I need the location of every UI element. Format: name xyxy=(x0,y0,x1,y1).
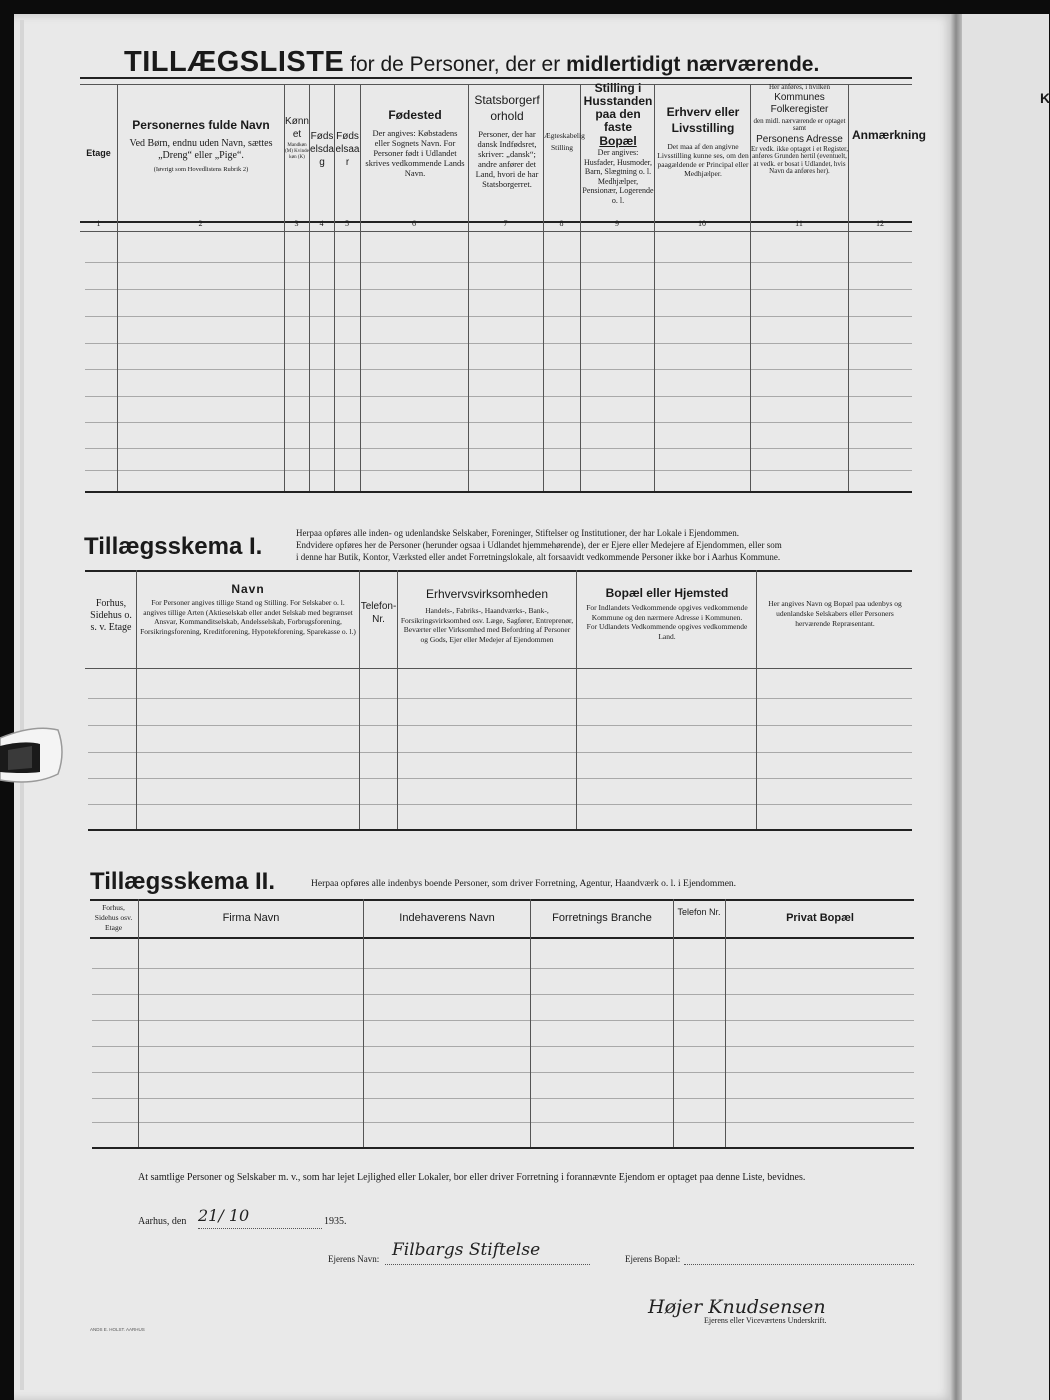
binder-clip xyxy=(0,722,64,792)
owner-name-line xyxy=(385,1264,590,1265)
t1-header-folke-note2: den midl. nærværende er optaget samt xyxy=(753,116,846,132)
schema2-intro: Herpaa opføres alle indenbys boende Personer, som driver Forretning, Agentur, Haandværk o. l. i Ejendommen. xyxy=(311,879,737,889)
t1-header-fodselsaar: Fødselsaar xyxy=(335,131,360,168)
t1-header-navn xyxy=(119,118,283,174)
t1-colnum: 5 xyxy=(345,219,349,228)
title-tail: midlertidigt nærværende. xyxy=(566,53,820,76)
title-mid: for de Personer, der er xyxy=(344,53,567,76)
s1-header-telefon: Telefon-Nr. xyxy=(360,601,397,625)
t1-header-navn-note2: (Iøvrigt som Hovedlistens Rubrik 2) xyxy=(153,166,249,173)
t1-header-folke-title2: Personens Adresse xyxy=(756,133,843,145)
date-line xyxy=(198,1228,322,1229)
s2-header-indehaver: Indehaverens Navn xyxy=(399,912,495,924)
declaration-text: At samtlige Personer og Selskaber m. v., som har lejet Lejlighed eller Lokaler, bor eller driver Forretning i forannævnte Ejendom er optaget paa denne Liste, bevidnes. xyxy=(138,1172,806,1183)
t1-header-etage: Etage xyxy=(86,148,111,158)
s2-header-bopael: Privat Bopæl xyxy=(786,912,854,924)
t1-colnum: 8 xyxy=(559,219,564,228)
t1-header-fodested-title: Fødested xyxy=(388,108,442,122)
t1-header-erhverv-note: Det maa af den angivne Livsstilling kunne ses, om den paagældende er Principal eller Medhjælper. xyxy=(657,142,749,178)
t1-header-stats-note: Personer, der har dansk Indfødsret, skriver: „dansk“; andre anfører det Land, hvori de har Statsborgerret. xyxy=(475,129,539,189)
t1-header-stats xyxy=(472,92,542,189)
t1-header-folke-note3: Er vedk. ikke optaget i et Register, anføres Grunden hertil (eventuelt, at vedk. er bosat i Udlandet, hvis Navn da anføres her). xyxy=(751,144,848,175)
page-edge xyxy=(20,20,24,1390)
s2-header-telefon: Telefon Nr. xyxy=(677,907,721,917)
year-label: 1935. xyxy=(324,1216,347,1227)
t1-header-kon-note: Mandkøn (M) Kvindekøn (K) xyxy=(285,143,309,160)
t1-header-folke-note1: Her anføres, i hvilken xyxy=(768,83,831,91)
s2-header-forhus: Forhus, Sidehus osv. Etage xyxy=(94,903,133,932)
schema2-title: Tillægsskema II. xyxy=(90,868,275,895)
book-gutter xyxy=(950,14,962,1400)
s1-header-erhverv-title: Erhvervsvirksomheden xyxy=(425,587,549,601)
s1-header-forhus: Forhus, Sidehus o. s. v. Etage xyxy=(90,598,132,633)
t1-header-aegteskabelig: Ægteskabelig Stilling xyxy=(544,131,585,152)
t1-header-stilling-title: Stilling i Husstanden paa den faste xyxy=(583,81,653,134)
owner-name-handwritten: Filbargs Stiftelse xyxy=(392,1240,541,1260)
t1-header-erhverv-title: Erhverv eller Livsstilling xyxy=(666,105,740,135)
t1-header-stilling-sub: Bopæl xyxy=(599,134,637,148)
t1-header-navn-title: Personernes fulde Navn xyxy=(132,118,270,132)
t1-header-erhverv xyxy=(656,104,750,178)
signature-label: Ejerens eller Viceværtens Underskrift. xyxy=(704,1316,827,1325)
next-page-letter: K xyxy=(1040,90,1050,106)
t1-colnum: 11 xyxy=(795,219,803,228)
s1-header-bopael-note2: For Udlandets Vedkommende opgives vedkommende Land. xyxy=(586,622,748,641)
t1-header-stilling-note: Der angives: Husfader, Husmoder, Barn, Slægtning o. l. Medhjælper, Pensionær, Logerende o. l. xyxy=(582,148,654,205)
t1-header-stilling xyxy=(582,82,654,205)
owner-address-line xyxy=(684,1264,914,1265)
title-bold: TILLÆGSLISTE xyxy=(124,46,345,78)
main-title xyxy=(124,46,914,79)
t1-header-fodested xyxy=(364,108,466,178)
s2-header-firma: Firma Navn xyxy=(222,912,280,924)
t1-header-stats-title: Statsborgerforhold xyxy=(474,93,540,123)
owner-address-label: Ejerens Bopæl: xyxy=(625,1254,681,1264)
owner-name-label: Ejerens Navn: xyxy=(328,1254,380,1264)
t1-colnum: 1 xyxy=(96,219,101,228)
s1-header-bopael-title: Bopæl eller Hjemsted xyxy=(605,586,729,600)
t1-colnum: 12 xyxy=(876,219,884,228)
t1-header-folke-title: Kommunes Folkeregister xyxy=(770,91,829,115)
printer-mark: ANDS E. HOLST. AARHUS xyxy=(90,1327,145,1332)
next-page xyxy=(962,14,1049,1400)
t1-header-kon xyxy=(285,115,309,161)
schema1-intro-line3: i denne har Butik, Kontor, Værksted eller andet Forretningslokale, alt forsaavidt vedkommende Personer ikke bor i Aarhus Kommune. xyxy=(296,552,781,562)
schema1-intro-line1: Herpaa opføres alle inden- og udenlandske Selskaber, Foreninger, Stiftelser og Institutioner, der har Lokale i Ejendommen. xyxy=(296,528,740,538)
t1-colnum: 6 xyxy=(412,219,416,228)
t1-colnum: 9 xyxy=(615,219,619,228)
place-label: Aarhus, den xyxy=(138,1216,187,1227)
t1-colnum: 3 xyxy=(294,219,299,228)
schema1-title: Tillægsskema I. xyxy=(84,533,263,560)
s1-header-navn-note: For Personer angives tillige Stand og Stilling. For Selskaber o. l. angives tillige Arten (Aktieselskab eller andet Selskab med begrænset Ansvar, Kommanditselskab, Andelsselskab, Forbrugsforening, Forsikringsforening, Kreditforening, Hypotekforening, Sparekasse o. l.) xyxy=(140,598,356,636)
t1-header-anmaerkning: Anmærkning xyxy=(852,128,927,142)
t1-header-kon-title: Kønnet xyxy=(285,116,309,140)
t1-colnum: 10 xyxy=(698,219,706,228)
s1-header-navn xyxy=(140,582,356,636)
t1-header-navn-note: Ved Børn, endnu uden Navn, sættes „Dreng“ eller „Pige“. xyxy=(129,138,273,161)
t1-colnum: 7 xyxy=(503,219,508,228)
s1-header-bopael xyxy=(580,586,754,641)
s1-header-erhverv-note: Handels-, Fabriks-, Haandværks-, Bank-, Forsikringsvirksomhed osv. Læge, Sagfører, Entreprenør, Beværter eller Virksomhed med Befordring af Personer og Gods, Ejer eller Medejer af Ejendommen xyxy=(400,606,574,644)
t1-header-fodselsdag: Fødselsdag xyxy=(310,131,334,168)
schema1-intro-line2: Endvidere opføres her de Personer (herunder ogsaa i Udlandet hjemmehørende), der er Ejere eller Medejere af Ejendommen, eller som xyxy=(296,540,782,550)
t1-colnum: 2 xyxy=(198,219,203,228)
date-handwritten: 21/ 10 xyxy=(198,1206,250,1225)
schema1-intro xyxy=(296,527,916,563)
t1-colnum: 4 xyxy=(319,219,324,228)
s1-header-erhverv xyxy=(400,587,574,644)
t1-header-fodested-note: Der angives: Købstadens eller Sognets Navn. For Personer født i Udlandet skrives vedkommende Lands Navn. xyxy=(365,128,465,178)
s1-header-navn-title: Navn xyxy=(231,582,265,596)
s1-header-bopael-note1: For Indlandets Vedkommende opgives vedkommende Kommune og den nærmere Adresse i Kommunen. xyxy=(586,603,748,622)
t1-header-folkeregister xyxy=(751,84,848,176)
s2-header-branche: Forretnings Branche xyxy=(552,912,652,924)
s1-header-repraesentant: Her angives Navn og Bopæl paa udenbys og udenlandske Selskabers eller Personers herværende Repræsentant. xyxy=(768,599,902,628)
signature-handwritten: Højer Knudsensen xyxy=(648,1296,826,1318)
